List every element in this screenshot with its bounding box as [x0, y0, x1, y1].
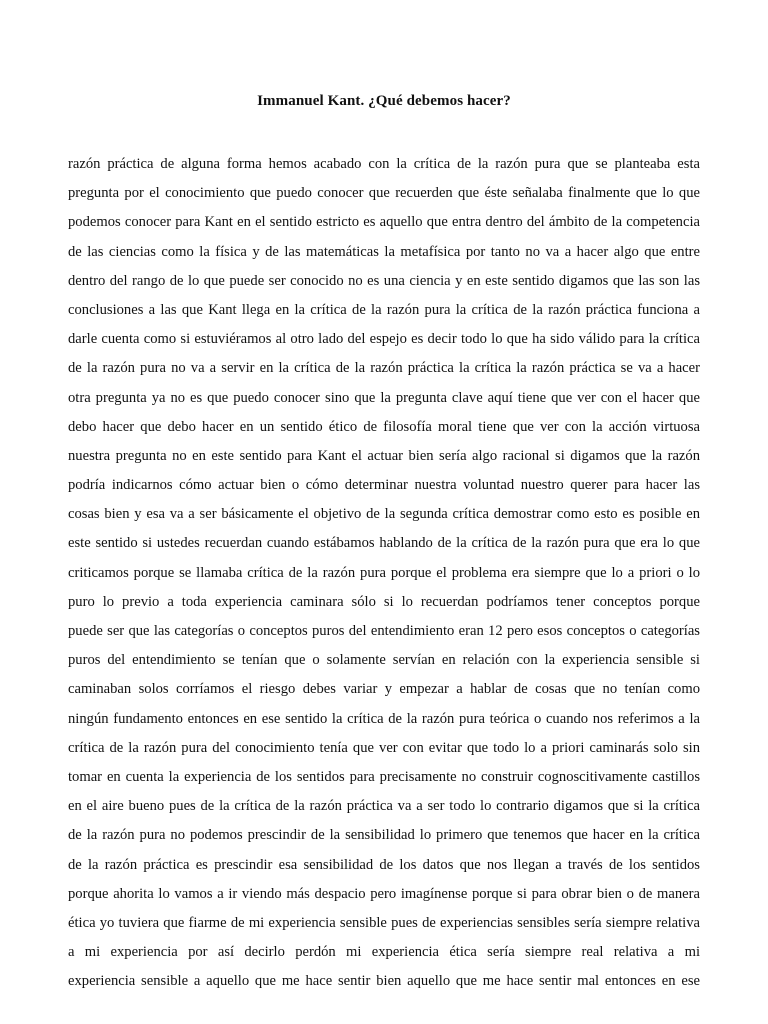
text-line: cosas bien y esa va a ser básicamente el objetivo de la segunda crítica demostrar como esto es posible en	[68, 506, 700, 523]
text-line: otra pregunta ya no es que puedo conocer sino que la pregunta clave aquí tiene que ver con el hacer que	[68, 389, 700, 406]
document-body	[68, 150, 700, 996]
text-line: ética yo tuviera que fiarme de mi experiencia sensible pues de experiencias sensibles sería siempre relativa	[68, 914, 700, 931]
text-line: puro lo previo a toda experiencia caminara sólo si lo recuerdan podríamos tener conceptos porque	[68, 593, 700, 610]
text-line: experiencia sensible a aquello que me hace sentir bien aquello que me hace sentir mal entonces en ese	[68, 973, 700, 990]
text-line: puede ser que las categorías o conceptos puros del entendimiento eran 12 pero esos conceptos o categorías	[68, 623, 700, 639]
text-line: de las ciencias como la física y de las matemáticas la metafísica por tanto no va a hacer algo que entre	[68, 243, 700, 260]
text-line: ningún fundamento entonces en ese sentido la crítica de la razón pura teórica o cuando nos referimos a la	[68, 710, 700, 727]
document-title: Immanuel Kant. ¿Qué debemos hacer?	[257, 93, 511, 109]
text-line: tomar en cuenta la experiencia de los sentidos para precisamente no construir cognoscitivamente castillos	[68, 768, 700, 785]
text-line: crítica de la razón pura del conocimiento tenía que ver con evitar que todo lo a priori caminarás solo sin	[68, 739, 700, 756]
text-line: a mi experiencia por así decirlo perdón mi experiencia ética sería siempre real relativa a mi	[68, 944, 700, 961]
text-line: de la razón pura no podemos prescindir de la sensibilidad lo primero que tenemos que hacer en la crítica	[68, 827, 700, 844]
text-line: porque ahorita lo vamos a ir viendo más despacio pero imagínense porque si para obrar bien o de manera	[68, 885, 700, 902]
text-line: pregunta por el conocimiento que puedo conocer que recuerden que éste señalaba finalmente que lo que	[68, 185, 700, 202]
text-line: caminaban solos corríamos el riesgo debes variar y empezar a hablar de cosas que no tenían como	[68, 681, 700, 698]
text-line: de la razón práctica es prescindir esa sensibilidad de los datos que nos llegan a través de los sentidos	[68, 856, 700, 873]
text-line: puros del entendimiento se tenían que o solamente servían en relación con la experiencia sensible si	[68, 652, 700, 669]
text-line: este sentido si ustedes recuerdan cuando estábamos hablando de la crítica de la razón pura que era lo que	[68, 535, 700, 552]
text-line: debo hacer que debo hacer en un sentido ético de filosofía moral tiene que ver con la acción virtuosa	[68, 418, 700, 435]
text-line: en el aire bueno pues de la crítica de la razón práctica va a ser todo lo contrario digamos que si la crítica	[68, 798, 700, 815]
text-line: podemos conocer para Kant en el sentido estricto es aquello que entra dentro del ámbito de la competencia	[68, 214, 700, 231]
text-line: nuestra pregunta no en este sentido para Kant el actuar bien sería algo racional si digamos que la razón	[68, 447, 700, 464]
text-line: razón práctica de alguna forma hemos acabado con la crítica de la razón pura que se planteaba esta	[68, 156, 700, 172]
text-line: de la razón pura no va a servir en la crítica de la razón práctica la crítica la razón práctica se va a hacer	[68, 360, 700, 377]
text-line: dentro del rango de lo que puede ser conocido no es una ciencia y en este sentido digamos que las son las	[68, 272, 700, 289]
text-line: darle cuenta como si estuviéramos al otro lado del espejo es decir todo lo que ha sido válido para la crítica	[68, 331, 700, 348]
text-line: conclusiones a las que Kant llega en la crítica de la razón pura la crítica de la razón práctica funciona a	[68, 301, 700, 318]
text-line: podría indicarnos cómo actuar bien o cómo determinar nuestra voluntad nuestro querer para hacer las	[68, 477, 700, 494]
text-line: criticamos porque se llamaba crítica de la razón pura porque el problema era siempre que lo a priori o lo	[68, 564, 700, 581]
